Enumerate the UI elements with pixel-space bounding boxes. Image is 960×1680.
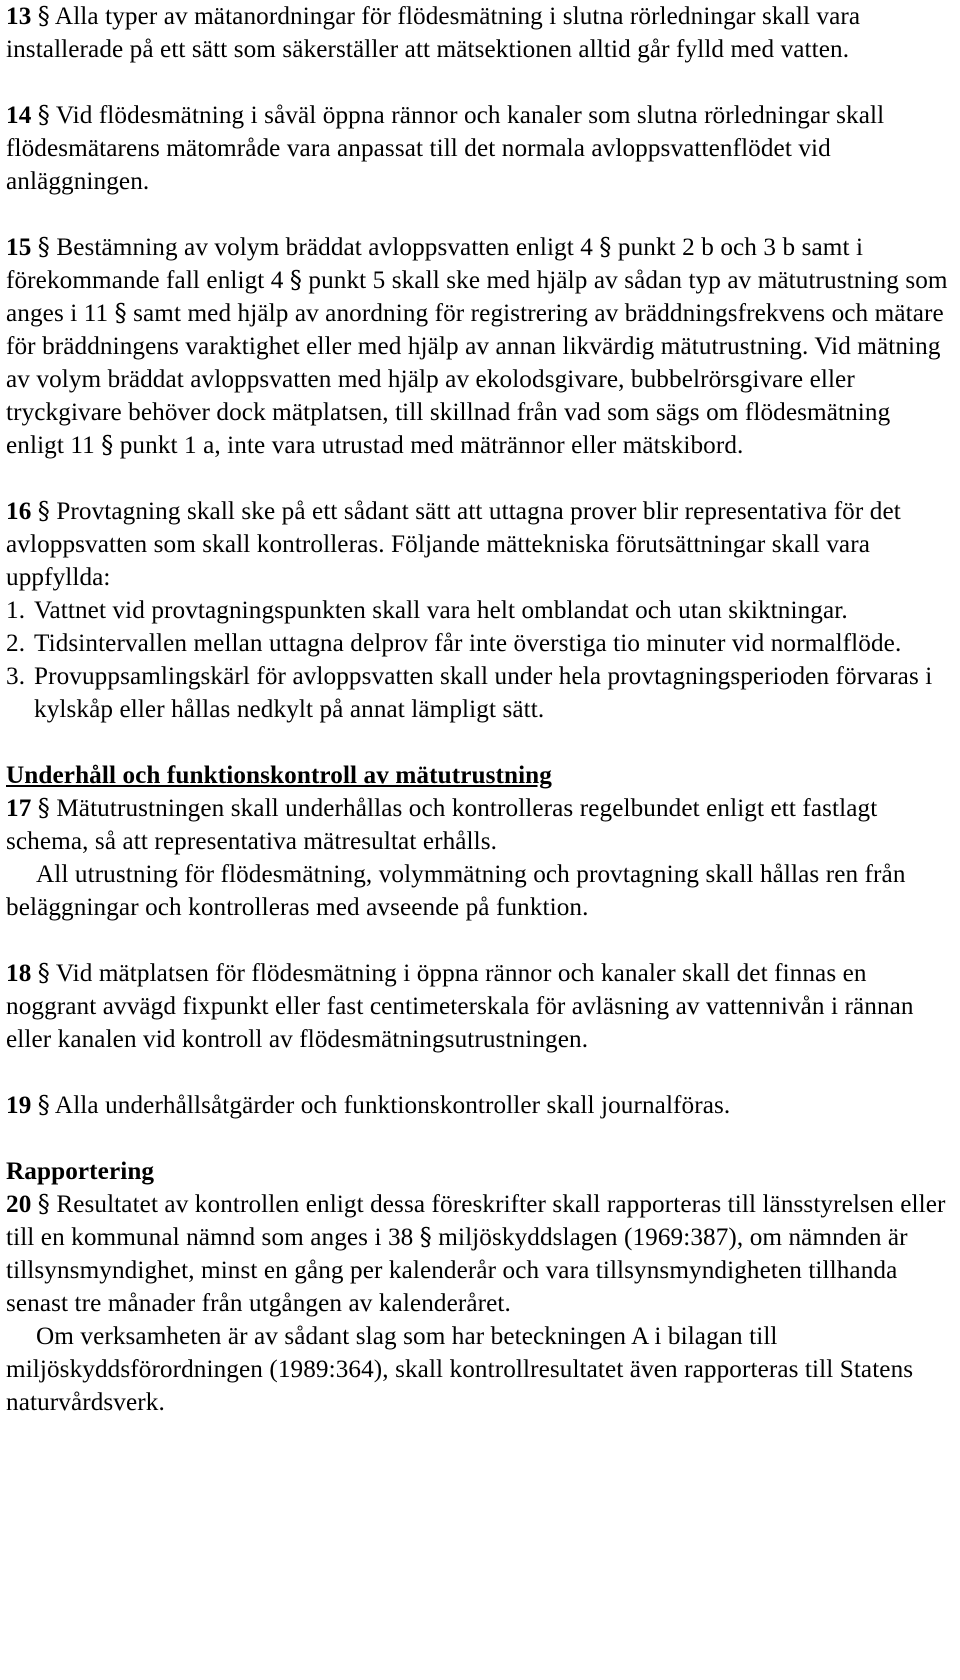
section-symbol: §	[37, 101, 50, 129]
paragraph-number: 13	[6, 3, 32, 30]
paragraph-number: 15	[6, 234, 32, 261]
list-item-text: Tidsintervallen mellan uttagna delprov får inte överstiga tio minuter vid normalflöde.	[34, 630, 902, 657]
paragraph-text: Alla underhållsåtgärder och funktionskontroller skall journalföras.	[54, 1092, 731, 1119]
section-symbol: §	[37, 1091, 50, 1119]
list-item-number: 2.	[6, 630, 26, 657]
paragraph-text: miljöskyddslagen (1969:387), om nämnden är tillsynsmyndighet, minst en gång per kalenderår och vara tillsynsmyndigheten tillhanda senast tre månader från utgången av kalenderåret.	[6, 1224, 908, 1317]
paragraph-16	[6, 495, 954, 594]
list-item-text: Vattnet vid provtagningspunkten skall vara helt omblandat och utan skiktningar.	[34, 597, 848, 624]
list-item	[6, 627, 954, 660]
paragraph-17	[6, 792, 954, 858]
paragraph-20	[6, 1188, 954, 1320]
paragraph-text: Vid flödesmätning i såväl öppna rännor och kanaler som slutna rörledningar skall flödesmätarens mätområde vara anpassat till det normala avloppsvattenflödet vid anläggningen.	[6, 102, 885, 195]
paragraph-number: 19	[6, 1092, 32, 1119]
paragraph-number: 17	[6, 795, 32, 822]
section-symbol: §	[599, 233, 612, 261]
document-page	[6, 0, 954, 1419]
paragraph-text: Resultatet av kontrollen enligt dessa föreskrifter skall rapporteras till länsstyrelsen eller till en kommunal nämnd som anges i 38	[6, 1191, 946, 1251]
paragraph-13	[6, 0, 954, 66]
paragraph-text: Mätutrustningen skall underhållas och kontrolleras regelbundet enligt ett fastlagt schema, så att representativa mätresultat erhålls.	[6, 795, 878, 855]
list-item-text: Provuppsamlingskärl för avloppsvatten skall under hela provtagningsperioden förvaras i kylskåp eller hållas nedkylt på annat lämpligt sätt.	[34, 663, 933, 723]
list-item	[6, 660, 954, 726]
section-heading-underhall: Underhåll och funktionskontroll av mätutrustning	[6, 762, 552, 789]
list-item-number: 3.	[6, 663, 26, 690]
paragraph-text: Alla typer av mätanordningar för flödesmätning i slutna rörledningar skall vara installerade på ett sätt som säkerställer att mätsektionen alltid går fylld med vatten.	[6, 3, 861, 63]
section-symbol: §	[37, 497, 50, 525]
section-symbol: §	[37, 1190, 50, 1218]
paragraph-20-continued: Om verksamheten är av sådant slag som har beteckningen A i bilagan till miljöskyddsförordningen (1989:364), skall kontrollresultatet även rapporteras till Statens naturvårdsverk.	[6, 1323, 914, 1416]
section-symbol: §	[114, 299, 127, 327]
section-symbol: §	[37, 233, 50, 261]
paragraph-text: punkt 5 skall ske med hjälp av sådan typ av mätutrustning som anges i 11	[6, 267, 948, 327]
paragraph-text: punkt 2 b och 3 b samt i förekommande fall enligt 4	[6, 234, 864, 294]
paragraph-number: 16	[6, 498, 32, 525]
section-symbol: §	[37, 959, 50, 987]
section-heading-rapportering: Rapportering	[6, 1158, 155, 1185]
section-symbol: §	[37, 2, 50, 30]
list-item	[6, 594, 954, 627]
section-symbol: §	[101, 431, 114, 459]
paragraph-text: Vid mätplatsen för flödesmätning i öppna rännor och kanaler skall det finnas en noggrant avvägd fixpunkt eller fast centimeterskala för avläsning av vattennivån i rännan eller kanalen vid kontroll av flödesmätningsutrustningen.	[6, 960, 914, 1053]
paragraph-14	[6, 99, 954, 198]
paragraph-18	[6, 957, 954, 1056]
paragraph-number: 20	[6, 1191, 32, 1218]
paragraph-text: samt med hjälp av anordning för registrering av bräddningsfrekvens och mätare för bräddningens varaktighet eller med hjälp av annan likvärdig mätutrustning. Vid mätning av volym bräddat avloppsvatten med hjälp av ekolodsgivare, bubbelrörsgivare eller tryckgivare behöver dock mätplatsen, till skillnad från vad som sägs om flödesmätning enligt 11	[6, 300, 944, 459]
paragraph-text: Bestämning av volym bräddat avloppsvatten enligt 4	[56, 234, 593, 261]
section-symbol: §	[419, 1223, 432, 1251]
paragraph-number: 18	[6, 960, 32, 987]
section-symbol: §	[37, 794, 50, 822]
paragraph-number: 14	[6, 102, 32, 129]
paragraph-19	[6, 1089, 954, 1122]
paragraph-17-continued: All utrustning för flödesmätning, volymmätning och provtagning skall hållas ren från beläggningar och kontrolleras med avseende på funktion.	[6, 861, 906, 921]
section-symbol: §	[289, 266, 302, 294]
paragraph-15	[6, 231, 954, 462]
paragraph-text: Provtagning skall ske på ett sådant sätt att uttagna prover blir representativa för det avloppsvatten som skall kontrolleras. Följande mättekniska förutsättningar skall vara uppfyllda:	[6, 498, 901, 591]
paragraph-text: punkt 1 a, inte vara utrustad med mätrännor eller mätskibord.	[119, 432, 744, 459]
list-item-number: 1.	[6, 597, 26, 624]
